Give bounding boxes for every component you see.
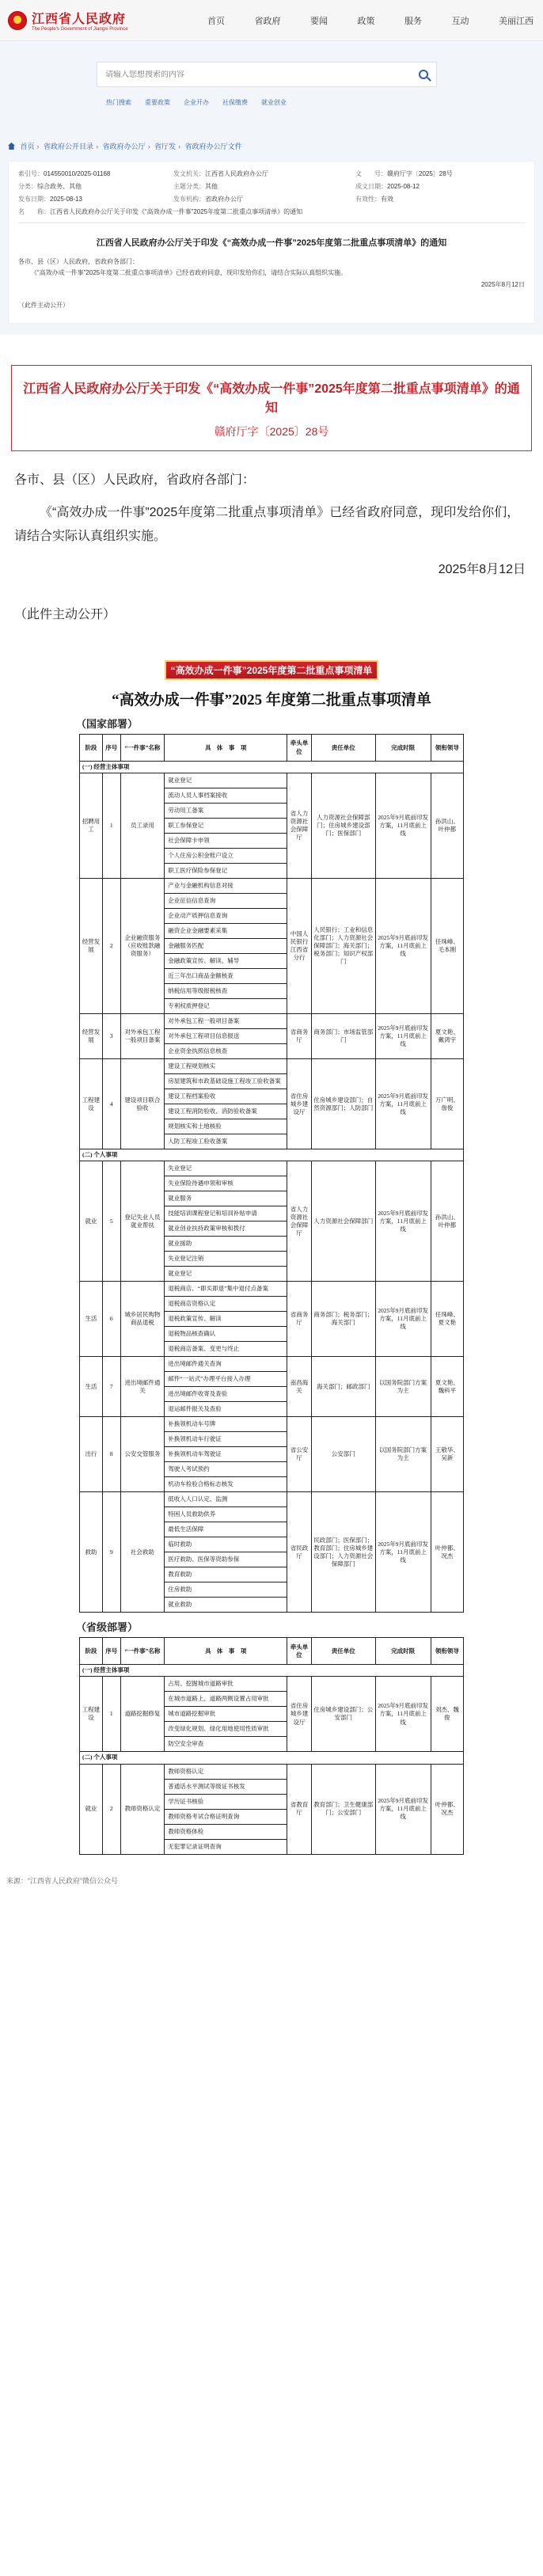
table-header-cell: “一件事”名称 [120,1638,165,1665]
cell-item: 企业动产质押信息查询 [165,909,287,924]
table-group-label: (二) 个人事项 [80,1752,464,1764]
cell-deadline: 2025年9月底前印发方案，11月底前上线 [375,1282,431,1357]
cell-item: 防空安全审查 [165,1737,287,1752]
provincial-section-label: （省级部署） [76,1621,139,1634]
table-row [80,879,464,894]
table-row [80,1357,464,1372]
cell-name: 教师资格认定 [120,1764,165,1854]
meta-publisher: 江西省人民政府办公厅 [205,170,268,177]
cell-lead: 省教育厅 [287,1764,312,1854]
cell-item: 社会保障卡申领 [165,834,287,849]
cell-item: 教师资格考试合格证明查询 [165,1809,287,1824]
cell-item: 失业登记注销 [165,1252,287,1267]
article-card [8,161,535,324]
meta-pubdate: 2025-08-13 [50,196,82,203]
cell-item: 教育救助 [165,1567,287,1582]
cell-deadline: 2025年9月底前印发方案，11月底前上线 [375,1764,431,1854]
card-text: 《“高效办成一件事”2025年度第二批重点事项清单》已经省政府同意，现印发给你们，请结合实际认真组织实施。 [31,269,347,277]
cell-lead: 省民政厅 [287,1492,312,1613]
nav-news[interactable]: 要闻 [310,16,328,26]
table-header-cell: 完成时限 [375,1638,431,1665]
cell-item: 产业与金融机构信息对接 [165,879,287,894]
cell-item: 补换领机动车号牌 [165,1417,287,1432]
cell-item: 金融服务匹配 [165,939,287,954]
cell-item: 邮件“一站式”办理平台接入办理 [165,1372,287,1387]
table-row [80,1014,464,1029]
cell-responsible: 商务部门；税务部门；海关部门 [312,1282,375,1357]
cell-name: 社会救助 [120,1492,165,1613]
table-header-cell: 阶段 [80,1638,103,1665]
cell-item: 补换领机动车行驶证 [165,1432,287,1447]
list-banner: “高效办成一件事”2025年度第二批重点事项清单 [165,660,379,680]
table-group-row [80,1752,464,1764]
article-region [0,130,543,335]
cell-item: 企业资金执照信息核查 [165,1044,287,1059]
meta-title: 江西省人民政府办公厅关于印发《“高效办成一件事”2025年度第二批重点事项清单》的通知 [50,208,303,215]
cell-item: 退税商店备案、变更与终止 [165,1342,287,1357]
table-group-label: (二) 个人事项 [80,1149,464,1161]
table-header-cell: 牵头单位 [287,735,312,762]
cell-item: 个人住房公积金账户设立 [165,849,287,864]
cell-item: 退税商店、“即买即退”集中退付点备案 [165,1282,287,1297]
cell-item: 退税商店资格认定 [165,1297,287,1312]
table-row [80,1677,464,1692]
cell-item: 纳税信用等级报税核查 [165,984,287,999]
site-header [0,0,543,41]
card-greeting: 各市、县（区）人民政府，省政府各部门： [18,258,139,265]
cell-leader: 任珠峰、夏文艳 [431,1282,463,1357]
cell-stage: 工程建设 [80,1059,103,1149]
cell-lead: 省商务厅 [287,1282,312,1357]
cell-leader: 叶仲都、况杰 [431,1492,463,1613]
table-header-cell: 领衔领导 [431,1638,463,1665]
cell-name: 进出境邮件通关 [120,1357,165,1417]
cell-item: 融资企业金融要素采集 [165,924,287,939]
cell-item: 专利权质押登记 [165,999,287,1014]
search-band [0,41,543,130]
cell-item: 近三年出口商品金额核查 [165,969,287,984]
table-header-cell: 完成时限 [375,735,431,762]
table-header-cell: 具 体 事 项 [165,1638,287,1665]
document-number: 赣府厅字〔2025〕28号 [214,425,329,439]
cell-no: 8 [102,1417,120,1492]
table-header-cell: 序号 [102,1638,120,1665]
document-greeting: 各市、县（区）人民政府，省政府各部门： [14,473,256,488]
cell-item: 企业征信信息查询 [165,894,287,909]
cell-stage: 经营发展 [80,1014,103,1059]
breadcrumb-item[interactable]: 省政府办公厅文件 [184,142,242,150]
table-row [80,1161,464,1176]
cell-stage: 就业 [80,1161,103,1282]
cell-item: 失业保险待遇申领和审核 [165,1176,287,1191]
table-group-row [80,1149,464,1161]
cell-item: 就业登记 [165,1267,287,1282]
nav-government[interactable]: 省政府 [254,16,281,26]
cell-no: 9 [102,1492,120,1613]
cell-item: 规划核实和土地核验 [165,1119,287,1134]
breadcrumb: 首页 › 省政府公开目录 › 省政府办公厅 › 省厅发 › 省政府办公厅文件 [0,130,543,156]
table-header-cell: 领衔领导 [431,735,463,762]
cell-item: 劳动用工备案 [165,804,287,819]
cell-item: 就业救助 [165,1598,287,1613]
cell-leader: 叶仲都、况杰 [431,1764,463,1854]
cell-item: 退运邮件报关及查验 [165,1402,287,1417]
cell-no: 7 [102,1357,120,1417]
article-source: 来源：“江西省人民政府”微信公众号 [6,1876,118,1885]
document-date: 2025年8月12日 [438,563,526,577]
cell-responsible: 住房城乡建设部门；自然资源部门；人防部门 [312,1059,375,1149]
cell-leader: 夏文艳、魏科平 [431,1357,463,1417]
document-public-note: （此件主动公开） [14,607,116,621]
document-text: 《“高效办成一件事”2025年度第二批重点事项清单》已经省政府同意，现印发给你们，请结合实际认真组织实施。 [14,505,520,543]
table-header-cell: 阶段 [80,735,103,762]
cell-item: 金融政策宣传、解读、辅导 [165,954,287,969]
cell-responsible: 民政部门；医保部门；教育部门；住房城乡建设部门；人力资源社会保障部门 [312,1492,375,1613]
table-header-cell: 牵头单位 [287,1638,312,1665]
card-public-note: （此件主动公开） [18,302,69,310]
cell-item: 城市道路挖掘审批 [165,1707,287,1722]
cell-leader: 任珠峰、毛本刚 [431,879,463,1014]
cell-name: 道路挖掘修复 [120,1677,165,1752]
home-icon [8,142,15,150]
cell-stage: 就业 [80,1764,103,1854]
meta-source: 省政府办公厅 [205,196,243,203]
cell-no: 1 [102,1677,120,1752]
cell-no: 2 [102,1764,120,1854]
card-title: 江西省人民政府办公厅关于印发《“高效办成一件事”2025年度第二批重点事项清单》的通知 [96,238,447,248]
cell-item: 技能培训课程登记和培训补贴申请 [165,1206,287,1222]
document-title: 江西省人民政府办公厅关于印发《“高效办成一件事”2025年度第二批重点事项清单》的通知 [23,382,520,416]
cell-item: 进出境邮件通关查询 [165,1357,287,1372]
cell-item: 驾驶人考试预约 [165,1462,287,1477]
cell-item: 低收入人口认定、监测 [165,1492,287,1507]
cell-no: 1 [102,773,120,879]
cell-item: 退税物品核查确认 [165,1327,287,1342]
cell-stage: 出行 [80,1417,103,1492]
cell-item: 机动车检验合格标志核发 [165,1477,287,1492]
hotlink-employment[interactable]: 就业创业 [261,99,287,106]
table-row [80,773,464,788]
document-body [0,451,543,627]
search-bar [97,62,437,87]
cell-item: 就业服务 [165,1191,287,1206]
cell-name: 公安交管服务 [120,1417,165,1492]
nav-beautiful-jiangxi[interactable]: 美丽江西 [499,16,534,26]
meta-topic: 其他 [205,183,218,190]
cell-name: 建设项目联合验收 [120,1059,165,1149]
cell-responsible: 公安部门 [312,1417,375,1492]
list-sheet [0,660,543,1855]
cell-item: 教师资格体检 [165,1824,287,1839]
cell-deadline: 2025年9月底前印发方案，11月底前上线 [375,1014,431,1059]
cell-item: 职工医疗保险参保登记 [165,864,287,879]
cell-item: 流动人员人事档案接收 [165,788,287,804]
list-title: “高效办成一件事”2025 年度第二批重点事项清单 [112,692,431,709]
cell-item: 医疗救助、医保等资助参保 [165,1552,287,1567]
cell-item: 就业登记 [165,773,287,788]
cell-deadline: 2025年9月底前印发方案，11月底前上线 [375,879,431,1014]
table-header-row [80,1638,464,1665]
cell-item: 改变绿化规划、绿化用地使用性质审批 [165,1722,287,1737]
table-row [80,1764,464,1779]
cell-item: 在城市道路上、道路两侧设置占用审批 [165,1692,287,1707]
national-emblem-icon: ★ [8,11,27,30]
card-body [18,256,525,312]
cell-lead: 省人力资源社会保障厅 [287,1161,312,1282]
meta-validity: 有效 [381,196,393,203]
breadcrumb-item[interactable]: 首页 [20,142,35,150]
document-header-box [11,365,532,452]
cell-item: 就业创业扶持政策审核和拨付 [165,1222,287,1237]
cell-lead: 省住房城乡建设厅 [287,1059,312,1149]
cell-stage: 救助 [80,1492,103,1613]
national-items-table [79,734,464,1613]
table-row [80,1059,464,1074]
table-header-cell: 序号 [102,735,120,762]
cell-item: 职工参保登记 [165,819,287,834]
cell-item: 教师资格认定 [165,1764,287,1779]
table-group-label: (一) 经营主体事项 [80,762,464,773]
cell-lead: 省人力资源社会保障厅 [287,773,312,879]
cell-name: 登记失业人员就业帮扶 [120,1161,165,1282]
hotlink-policy[interactable]: 重要政策 [145,99,170,106]
table-group-label: (一) 经营主体事项 [80,1665,464,1677]
site-name-en: The People's Government of Jiangxi Province [32,27,128,32]
cell-no: 4 [102,1059,120,1149]
cell-no: 3 [102,1014,120,1059]
meta-docno: 赣府厅字〔2025〕28号 [387,170,453,177]
main-nav [190,11,535,30]
cell-item: 最低生活保障 [165,1522,287,1537]
table-header-cell: 责任单位 [312,735,375,762]
cell-no: 5 [102,1161,120,1282]
cell-stage: 生活 [80,1282,103,1357]
cell-item: 建设工程档案验收 [165,1089,287,1104]
cell-responsible: 人力资源社会保障部门 [312,1161,375,1282]
nav-service[interactable]: 服务 [404,16,422,26]
cell-item: 住房救助 [165,1582,287,1598]
cell-leader: 孙洪山、叶仲都 [431,773,463,879]
site-name: 江西省人民政府 [32,13,127,26]
cell-deadline: 2025年9月底前印发方案，11月底前上线 [375,1677,431,1752]
cell-no: 6 [102,1282,120,1357]
cell-responsible: 商务部门；市场监管部门 [312,1014,375,1059]
cell-item: 占用、挖掘城市道路审批 [165,1677,287,1692]
cell-item: 建设工程消防验收、消防验收备案 [165,1104,287,1119]
cell-stage: 招聘用工 [80,773,103,879]
table-group-row [80,1665,464,1677]
cell-item: 对外承包工程项目信息报送 [165,1029,287,1044]
cell-name: 城乡居民购物商品退税 [120,1282,165,1357]
cell-item: 房屋建筑和市政基础设施工程竣工验收备案 [165,1074,287,1089]
meta-category: 综合政务、其他 [37,183,82,190]
cell-leader: 王敬华、吴新 [431,1417,463,1492]
cell-leader: 夏文艳、戴鸿宇 [431,1014,463,1059]
cell-responsible: 住房城乡建设部门；公安部门 [312,1677,375,1752]
cell-responsible: 人民银行；工业和信息化部门；人力资源社会保障部门；海关部门；税务部门；知识产权部门 [312,879,375,1014]
cell-item: 退税政策宣传、解读 [165,1312,287,1327]
cell-responsible: 教育部门；卫生健康部门；公安部门 [312,1764,375,1854]
table-header-row [80,735,464,762]
nav-interaction[interactable]: 互动 [451,16,469,26]
meta-index: 014550010/2025-01168 [44,170,111,177]
cell-item: 建设工程规划核实 [165,1059,287,1074]
cell-deadline: 2025年9月底前印发方案，11月底前上线 [375,1161,431,1282]
cell-deadline: 以国务院部门方案为主 [375,1357,431,1417]
cell-item: 人防工程竣工验收备案 [165,1134,287,1149]
cell-item: 补换领机动车驾驶证 [165,1447,287,1462]
cell-item: 特困人员救助供养 [165,1507,287,1522]
card-date: 2025年8月12日 [480,280,525,288]
hotlink-hot-search[interactable]: 热门搜索 [106,99,131,106]
cell-stage: 经营发展 [80,879,103,1014]
search-icon[interactable] [419,70,428,79]
cell-no: 2 [102,879,120,1014]
breadcrumb-item[interactable]: 省厅发 [154,142,177,150]
cell-item: 进出境邮件收寄及查验 [165,1387,287,1402]
doc-metadata: 索引号：014550010/2025-01168 发文机关：江西省人民政府办公厅 文 号：赣府厅字〔2025〕28号 分类：综合政务、其他 主题分类：其他 成文日期：2025-08-12 发布日期：2025-08-13 发布机构：省政府办公厅 有效性：有效 名 称：江西省人民政府办公厅关于印发《“高效办成一件事”2025年度第二批重点事项清单》的通知 [18,169,525,223]
breadcrumb-item[interactable]: 省政府办公厅 [102,142,146,150]
cell-deadline: 2025年9月底前印发方案，11月底前上线 [375,1059,431,1149]
table-header-cell: “一件事”名称 [120,735,165,762]
cell-deadline: 2025年9月底前印发方案，11月底前上线 [375,1492,431,1613]
cell-lead: 南昌海关 [287,1357,312,1417]
hotlink-social-security[interactable]: 社保缴费 [222,99,248,106]
table-group-row [80,762,464,773]
cell-lead: 省商务厅 [287,1014,312,1059]
cell-item: 失业登记 [165,1161,287,1176]
cell-responsible: 人力资源社会保障部门；住房城乡建设部门；医保部门 [312,773,375,879]
cell-stage: 工程建设 [80,1677,103,1752]
table-header-cell: 责任单位 [312,1638,375,1665]
site-logo[interactable] [8,9,190,32]
cell-name: 员工录用 [120,773,165,879]
cell-deadline: 以国务院部门方案为主 [375,1417,431,1492]
table-row [80,1417,464,1432]
cell-leader: 万广明、詹俊 [431,1059,463,1149]
table-header-cell: 具 体 事 项 [165,735,287,762]
cell-item: 对外承包工程一般项目备案 [165,1014,287,1029]
cell-leader: 孙洪山、叶仲都 [431,1161,463,1282]
cell-name: 对外承包工程一般项目备案 [120,1014,165,1059]
cell-item: 普通话水平测试等级证书核发 [165,1779,287,1794]
cell-leader: 刘杰、魏俊 [431,1677,463,1752]
cell-item: 临时救助 [165,1537,287,1552]
cell-item: 就业援助 [165,1237,287,1252]
hotlink-business[interactable]: 企业开办 [184,99,209,106]
hot-search-links [106,98,287,107]
cell-lead: 省住房城乡建设厅 [287,1677,312,1752]
national-section-label: （国家部署） [76,718,139,731]
cell-item: 无犯罪记录证明查询 [165,1839,287,1854]
cell-stage: 生活 [80,1357,103,1417]
cell-name: 企业融资服务（应收账款融资服务） [120,879,165,1014]
nav-home[interactable]: 首页 [207,16,225,26]
table-row [80,1282,464,1297]
cell-responsible: 海关部门；邮政部门 [312,1357,375,1417]
search-input[interactable] [105,70,419,79]
cell-item: 学历证书核验 [165,1794,287,1809]
cell-deadline: 2025年9月底前印发方案，11月底前上线 [375,773,431,879]
provincial-items-table [79,1637,464,1854]
breadcrumb-item[interactable]: 省政府公开目录 [44,142,94,150]
cell-lead: 省公安厅 [287,1417,312,1492]
table-row [80,1492,464,1507]
nav-policy[interactable]: 政策 [357,16,375,26]
cell-lead: 中国人民银行江西省分行 [287,879,312,1014]
meta-date: 2025-08-12 [387,183,420,190]
